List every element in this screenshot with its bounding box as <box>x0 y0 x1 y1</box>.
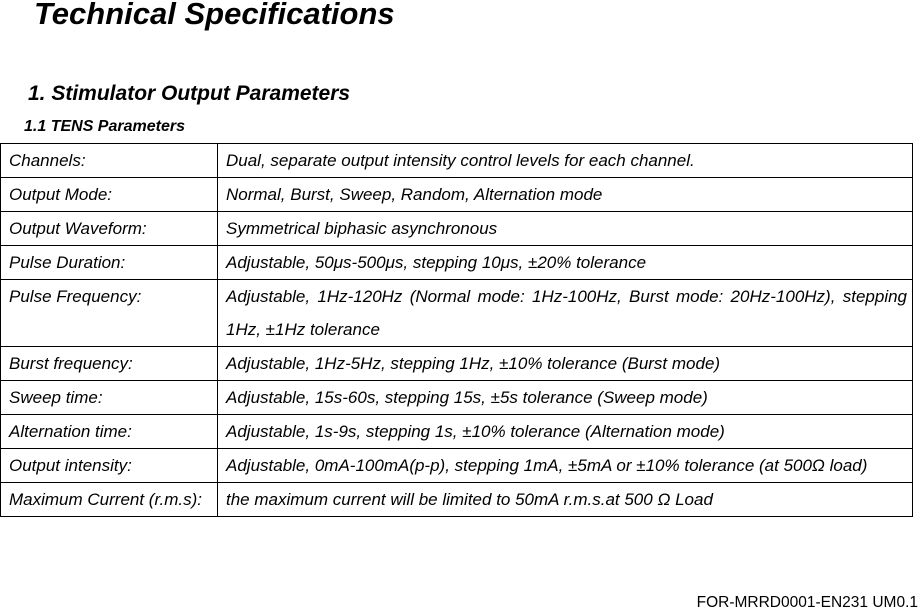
spec-value: Adjustable, 0mA-100mA(p-p), stepping 1mA, ±5mA or ±10% tolerance (at 500Ω load) <box>218 449 913 483</box>
spec-key: Alternation time: <box>1 415 218 449</box>
spec-key: Output Waveform: <box>1 212 218 246</box>
spec-key: Sweep time: <box>1 381 218 415</box>
table-row <box>1 178 913 212</box>
table-row <box>1 280 913 347</box>
spec-key: Output Mode: <box>1 178 218 212</box>
table-row <box>1 415 913 449</box>
spec-value: Adjustable, 50μs-500μs, stepping 10μs, ±20% tolerance <box>218 246 913 280</box>
spec-key: Burst frequency: <box>1 347 218 381</box>
table-row <box>1 381 913 415</box>
section-heading: 1. Stimulator Output Parameters <box>28 82 351 105</box>
spec-value: Dual, separate output intensity control levels for each channel. <box>218 144 913 178</box>
table-row <box>1 246 913 280</box>
table-row <box>1 347 913 381</box>
subsection-heading: 1.1 TENS Parameters <box>24 118 185 135</box>
spec-value: the maximum current will be limited to 50mA r.m.s.at 500 Ω Load <box>218 483 913 517</box>
spec-value: Normal, Burst, Sweep, Random, Alternation mode <box>218 178 913 212</box>
spec-key: Pulse Duration: <box>1 246 218 280</box>
table-row <box>1 144 913 178</box>
spec-value: Adjustable, 1Hz-5Hz, stepping 1Hz, ±10% tolerance (Burst mode) <box>218 347 913 381</box>
page-title: Technical Specifications <box>34 0 395 31</box>
table-row <box>1 212 913 246</box>
specs-table <box>0 143 913 517</box>
spec-value: Adjustable, 1Hz-120Hz (Normal mode: 1Hz-100Hz, Burst mode: 20Hz-100Hz), stepping 1Hz, ±1Hz tolerance <box>218 280 913 347</box>
spec-key: Channels: <box>1 144 218 178</box>
table-row <box>1 449 913 483</box>
spec-value: Symmetrical biphasic asynchronous <box>218 212 913 246</box>
spec-key: Output intensity: <box>1 449 218 483</box>
spec-value: Adjustable, 15s-60s, stepping 15s, ±5s tolerance (Sweep mode) <box>218 381 913 415</box>
document-code-footer: FOR-MRRD0001-EN231 UM0.1 <box>696 594 918 611</box>
spec-key: Maximum Current (r.m.s): <box>1 483 218 517</box>
table-row <box>1 483 913 517</box>
spec-key: Pulse Frequency: <box>1 280 218 347</box>
spec-value: Adjustable, 1s-9s, stepping 1s, ±10% tolerance (Alternation mode) <box>218 415 913 449</box>
